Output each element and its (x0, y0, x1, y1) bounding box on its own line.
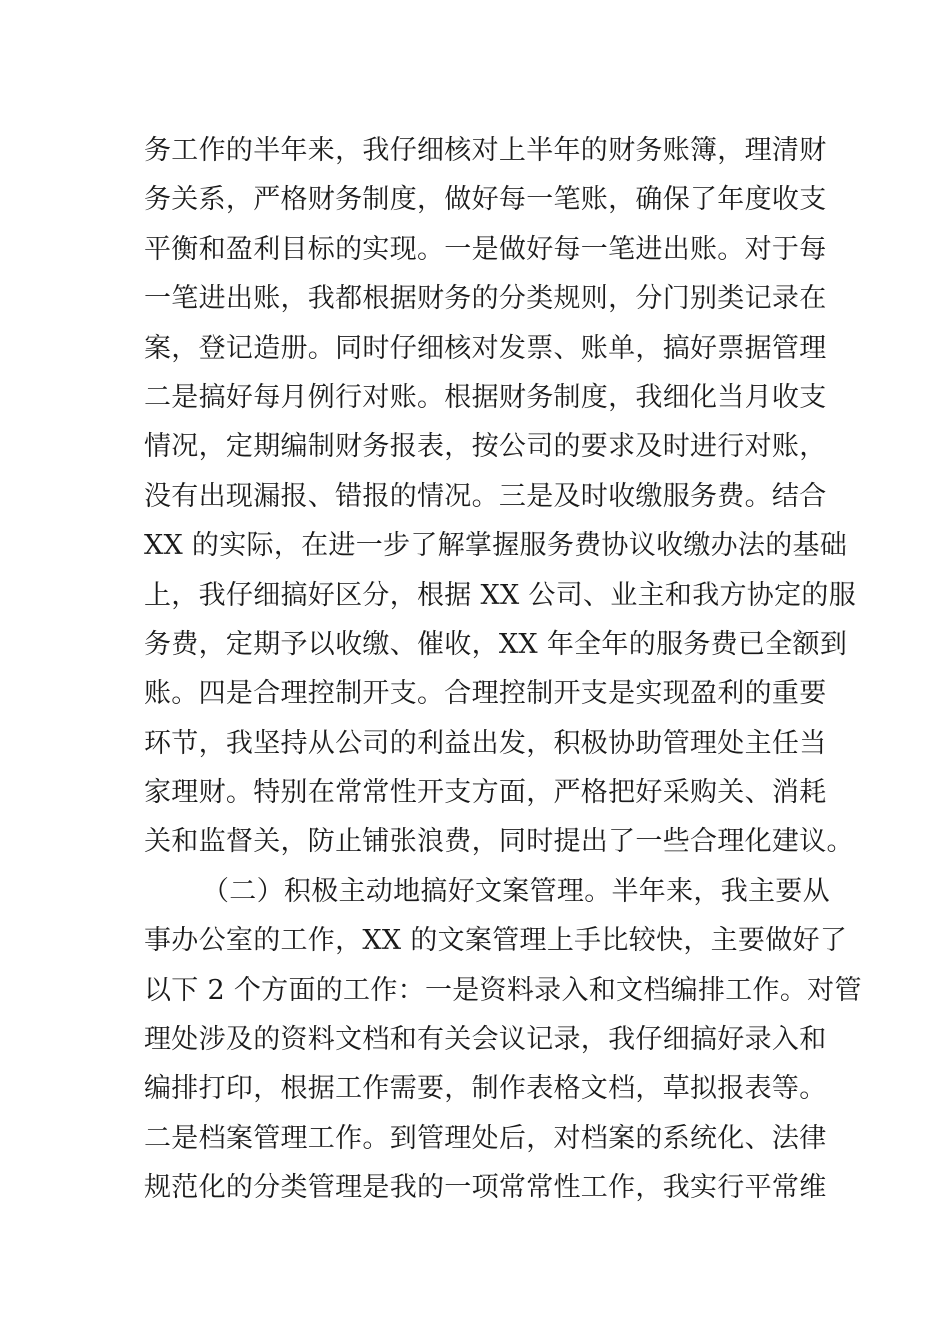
text-line: 二是搞好每月例行对账。根据财务制度，我细化当月收支 (144, 381, 827, 413)
text-line: 一笔进出账，我都根据财务的分类规则，分门别类记录在 (144, 283, 827, 315)
text-line: 务费，定期予以收缴、催收，XX 年全年的服务费已全额到 (144, 628, 848, 660)
text-line: 案，登记造册。同时仔细核对发票、账单，搞好票据管理 (144, 332, 827, 364)
text-line: 编排打印，根据工作需要，制作表格文档，草拟报表等。 (144, 1073, 827, 1105)
text-line: 账。四是合理控制开支。合理控制开支是实现盈利的重要 (144, 678, 827, 710)
text-line: 没有出现漏报、错报的情况。三是及时收缴服务费。结合 (144, 480, 827, 512)
section-heading-line: （二）积极主动地搞好文案管理。半年来，我主要从 (202, 875, 830, 907)
text-line: 环节，我坚持从公司的利益出发，积极协助管理处主任当 (144, 727, 827, 759)
text-line: 事办公室的工作，XX 的文案管理上手比较快，主要做好了 (144, 925, 848, 957)
text-line: 情况，定期编制财务报表，按公司的要求及时进行对账， (144, 431, 827, 463)
text-line: 平衡和盈利目标的实现。一是做好每一笔进出账。对于每 (144, 233, 827, 265)
text-line: 关和监督关，防止铺张浪费，同时提出了一些合理化建议。 (144, 826, 854, 858)
document-body (144, 126, 862, 1213)
text-line: 家理财。特别在常常性开支方面，严格把好采购关、消耗 (144, 777, 827, 809)
text-line: 上，我仔细搞好区分，根据 XX 公司、业主和我方协定的服 (144, 579, 857, 611)
text-line: 理处涉及的资料文档和有关会议记录，我仔细搞好录入和 (144, 1024, 827, 1056)
text-line: XX 的实际，在进一步了解掌握服务费协议收缴办法的基础 (144, 530, 848, 562)
text-line: 规范化的分类管理是我的一项常常性工作，我实行平常维 (144, 1172, 827, 1204)
text-line: 二是档案管理工作。到管理处后，对档案的系统化、法律 (144, 1122, 827, 1154)
text-line: 务关系，严格财务制度，做好每一笔账，确保了年度收支 (144, 184, 827, 216)
text-line: 务工作的半年来，我仔细核对上半年的财务账簿，理清财 (144, 135, 827, 166)
text-line: 以下 2 个方面的工作：一是资料录入和文档编排工作。对管 (144, 974, 862, 1006)
